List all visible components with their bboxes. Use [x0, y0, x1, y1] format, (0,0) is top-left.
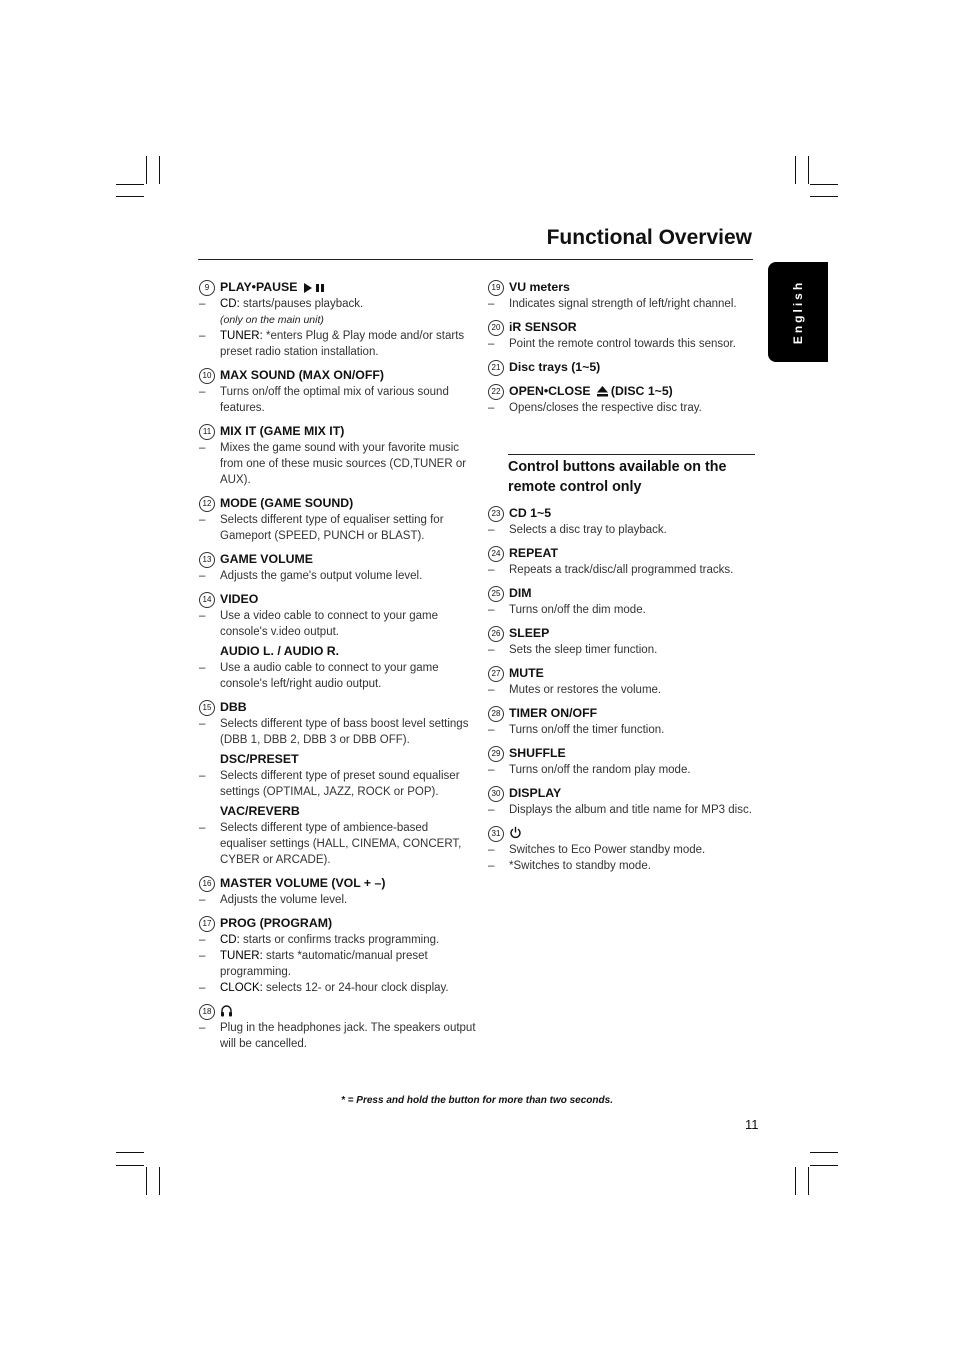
- control-name: [198, 875, 478, 892]
- control-name: [487, 383, 757, 400]
- control-title: TIMER ON/OFF: [509, 706, 598, 720]
- item-number: 18: [199, 1004, 215, 1020]
- play-pause-icon: [303, 280, 325, 294]
- headphones-icon: [220, 1004, 233, 1018]
- description-keyword: CD:: [220, 298, 240, 310]
- bullet-dash: –: [488, 298, 495, 310]
- control-title: DBB: [220, 700, 247, 714]
- item-number: 25: [488, 586, 504, 602]
- item-note: (only on the main unit): [220, 314, 324, 326]
- crop-mark: [116, 1152, 144, 1153]
- control-name: [487, 825, 757, 842]
- item-description: [487, 722, 757, 738]
- description-text: Use a audio cable to connect to your game console's left/right audio output.: [220, 662, 439, 690]
- bullet-dash: –: [488, 764, 495, 776]
- bullet-dash: –: [199, 822, 206, 834]
- control-subtitle: DSC/PRESET: [220, 752, 299, 766]
- item-description: [198, 820, 478, 868]
- title-divider: [198, 259, 753, 260]
- control-item: [198, 1003, 478, 1052]
- control-item: [198, 551, 478, 584]
- control-title: SLEEP: [509, 626, 550, 640]
- item-description: [198, 1020, 478, 1052]
- unit-controls-list: [487, 279, 757, 416]
- item-number: 26: [488, 626, 504, 642]
- description-text: Point the remote control towards this sensor.: [509, 338, 736, 350]
- item-number: 13: [199, 552, 215, 568]
- item-number: 21: [488, 360, 504, 376]
- bullet-dash: –: [199, 662, 206, 674]
- description-keyword: CLOCK:: [220, 982, 263, 994]
- control-title: PROG (PROGRAM): [220, 916, 333, 930]
- description-keyword: CD:: [220, 934, 240, 946]
- bullet-dash: –: [199, 442, 206, 454]
- item-number: 14: [199, 592, 215, 608]
- bullet-dash: –: [488, 804, 495, 816]
- item-description: [198, 440, 478, 488]
- control-name: [487, 319, 757, 336]
- control-name: [198, 699, 478, 716]
- crop-mark: [116, 1165, 144, 1166]
- crop-mark: [116, 196, 144, 197]
- control-name: [487, 705, 757, 722]
- control-item: [487, 625, 757, 658]
- control-name: [198, 1003, 478, 1020]
- control-title: MASTER VOLUME (VOL + –): [220, 876, 386, 890]
- language-tab: [768, 262, 828, 362]
- control-name: [487, 625, 757, 642]
- control-title-suffix: (DISC 1~5): [607, 384, 673, 398]
- control-name: [198, 495, 478, 512]
- description-text: Turns on/off the optimal mix of various sound features.: [220, 386, 449, 414]
- bullet-dash: –: [488, 564, 495, 576]
- item-description: [487, 682, 757, 698]
- left-column: [198, 279, 478, 1059]
- item-description: [487, 602, 757, 618]
- item-description: [198, 932, 478, 948]
- description-text: Sets the sleep timer function.: [509, 644, 658, 656]
- item-description: [198, 716, 478, 748]
- item-description: [198, 660, 478, 692]
- control-item: [487, 745, 757, 778]
- bullet-dash: –: [199, 718, 206, 730]
- item-description: [198, 768, 478, 800]
- control-item: [198, 367, 478, 416]
- control-title: MODE (GAME SOUND): [220, 496, 354, 510]
- page-number: 11: [745, 1117, 759, 1132]
- description-text: Adjusts the volume level.: [220, 894, 348, 906]
- bullet-dash: –: [488, 844, 495, 856]
- control-name: [487, 279, 757, 296]
- item-description: [198, 384, 478, 416]
- bullet-dash: –: [199, 298, 206, 310]
- crop-mark: [795, 1167, 796, 1195]
- control-subtitle: VAC/REVERB: [220, 804, 300, 818]
- control-title: DIM: [509, 586, 532, 600]
- item-description: [487, 296, 757, 312]
- control-item: [487, 665, 757, 698]
- item-description: [198, 296, 478, 312]
- control-name: [487, 665, 757, 682]
- remote-controls-list: [487, 505, 757, 874]
- item-number: 28: [488, 706, 504, 722]
- control-name: [198, 423, 478, 440]
- control-item: [487, 505, 757, 538]
- control-item: [487, 359, 757, 376]
- control-item: [198, 699, 478, 868]
- control-title: MIX IT (GAME MIX IT): [220, 424, 345, 438]
- control-title: PLAY•PAUSE: [220, 280, 298, 294]
- crop-mark: [159, 1167, 160, 1195]
- description-text: Plug in the headphones jack. The speakers output will be cancelled.: [220, 1022, 476, 1050]
- control-item: [487, 585, 757, 618]
- bullet-dash: –: [199, 894, 206, 906]
- control-title: CD 1~5: [509, 506, 552, 520]
- description-text: Turns on/off the random play mode.: [509, 764, 691, 776]
- item-number: 22: [488, 384, 504, 400]
- control-name: [487, 745, 757, 762]
- control-item: [487, 383, 757, 416]
- control-name: [487, 585, 757, 602]
- control-name: [198, 591, 478, 608]
- item-number: 24: [488, 546, 504, 562]
- description-text: Repeats a track/disc/all programmed tracks.: [509, 564, 734, 576]
- bullet-dash: –: [199, 770, 206, 782]
- item-description: [198, 980, 478, 996]
- crop-mark: [116, 184, 144, 185]
- description-text: starts/pauses playback.: [239, 298, 364, 310]
- description-text: Opens/closes the respective disc tray.: [509, 402, 702, 414]
- bullet-dash: –: [488, 338, 495, 350]
- item-number: 9: [199, 280, 215, 296]
- right-column: [487, 279, 757, 881]
- control-item: [198, 423, 478, 488]
- crop-mark: [159, 156, 160, 184]
- item-description: [487, 336, 757, 352]
- control-title: SHUFFLE: [509, 746, 566, 760]
- item-number: 29: [488, 746, 504, 762]
- description-text: *Switches to standby mode.: [509, 860, 651, 872]
- bullet-dash: –: [488, 724, 495, 736]
- control-name: [487, 785, 757, 802]
- control-title: MUTE: [509, 666, 544, 680]
- description-text: Mutes or restores the volume.: [509, 684, 662, 696]
- bullet-dash: –: [488, 860, 495, 872]
- control-title: REPEAT: [509, 546, 558, 560]
- item-description: [487, 842, 757, 858]
- remote-section-title: Control buttons available on the remote control only: [508, 454, 755, 497]
- description-text: Displays the album and title name for MP3 disc.: [509, 804, 752, 816]
- item-number: 19: [488, 280, 504, 296]
- description-text: Indicates signal strength of left/right channel.: [509, 298, 737, 310]
- bullet-dash: –: [199, 1022, 206, 1034]
- power-icon: [509, 826, 522, 840]
- description-text: Adjusts the game's output volume level.: [220, 570, 423, 582]
- item-number: 16: [199, 876, 215, 892]
- control-name: [487, 505, 757, 522]
- item-number: 30: [488, 786, 504, 802]
- item-number: 12: [199, 496, 215, 512]
- crop-mark: [146, 156, 147, 184]
- item-description: [198, 568, 478, 584]
- bullet-dash: –: [488, 402, 495, 414]
- item-number: 15: [199, 700, 215, 716]
- bullet-dash: –: [199, 330, 206, 342]
- item-description: [198, 892, 478, 908]
- description-text: Selects different type of preset sound equaliser settings (OPTIMAL, JAZZ, ROCK or POP).: [220, 770, 460, 798]
- description-text: Mixes the game sound with your favorite music from one of these music sources (CD,TUNER or AUX).: [220, 442, 467, 486]
- item-description: [487, 762, 757, 778]
- item-number: 23: [488, 506, 504, 522]
- item-description: [487, 522, 757, 538]
- description-text: *enters Plug & Play mode and/or starts preset radio station installation.: [220, 330, 465, 358]
- bullet-dash: –: [488, 644, 495, 656]
- control-title: GAME VOLUME: [220, 552, 313, 566]
- item-number: 20: [488, 320, 504, 336]
- description-text: Turns on/off the timer function.: [509, 724, 665, 736]
- item-number: 17: [199, 916, 215, 932]
- item-description: [487, 802, 757, 818]
- bullet-dash: –: [488, 684, 495, 696]
- description-text: starts or confirms tracks programming.: [239, 934, 440, 946]
- description-text: Selects different type of ambience-based equaliser settings (HALL, CINEMA, CONCERT, CYBER or ARCADE).: [220, 822, 462, 866]
- eject-icon: [597, 384, 608, 398]
- control-title: VIDEO: [220, 592, 259, 606]
- item-description: [198, 512, 478, 544]
- crop-mark: [810, 1152, 838, 1153]
- description-text: Switches to Eco Power standby mode.: [509, 844, 706, 856]
- description-text: Selects a disc tray to playback.: [509, 524, 667, 536]
- crop-mark: [146, 1167, 147, 1195]
- control-item: [198, 591, 478, 692]
- bullet-dash: –: [199, 934, 206, 946]
- control-title: VU meters: [509, 280, 570, 294]
- bullet-dash: –: [199, 950, 206, 962]
- bullet-dash: –: [199, 982, 206, 994]
- language-tab-label: English: [791, 279, 805, 345]
- bullet-dash: –: [199, 570, 206, 582]
- control-item: [487, 705, 757, 738]
- crop-mark: [810, 196, 838, 197]
- crop-mark: [810, 184, 838, 185]
- control-name: [198, 367, 478, 384]
- crop-mark: [810, 1165, 838, 1166]
- control-title: Disc trays (1~5): [509, 360, 601, 374]
- bullet-dash: –: [199, 610, 206, 622]
- control-name: [487, 359, 757, 376]
- item-number: 10: [199, 368, 215, 384]
- item-description: [487, 400, 757, 416]
- item-description: [487, 562, 757, 578]
- footnote: * = Press and hold the button for more than two seconds.: [341, 1095, 613, 1106]
- description-text: starts *automatic/manual preset programming.: [220, 950, 428, 978]
- description-text: Turns on/off the dim mode.: [509, 604, 646, 616]
- description-text: selects 12- or 24-hour clock display.: [262, 982, 449, 994]
- control-item: [198, 915, 478, 996]
- control-title: iR SENSOR: [509, 320, 577, 334]
- item-number: 11: [199, 424, 215, 440]
- description-keyword: TUNER:: [220, 950, 263, 962]
- description-text: Use a video cable to connect to your game console's v.ideo output.: [220, 610, 438, 638]
- description-text: Selects different type of equaliser setting for Gameport (SPEED, PUNCH or BLAST).: [220, 514, 444, 542]
- item-description: [198, 328, 478, 360]
- control-title: OPEN•CLOSE: [509, 384, 591, 398]
- control-subtitle: AUDIO L. / AUDIO R.: [220, 644, 340, 658]
- control-item: [487, 545, 757, 578]
- item-description: [198, 608, 478, 640]
- control-item: [487, 825, 757, 874]
- control-item: [487, 279, 757, 312]
- bullet-dash: –: [199, 386, 206, 398]
- page-title: Functional Overview: [546, 226, 752, 249]
- item-description: [487, 642, 757, 658]
- control-item: [198, 495, 478, 544]
- item-description: [487, 858, 757, 874]
- control-item: [487, 319, 757, 352]
- bullet-dash: –: [199, 514, 206, 526]
- description-text: Selects different type of bass boost level settings (DBB 1, DBB 2, DBB 3 or DBB OFF).: [220, 718, 469, 746]
- control-name: [198, 551, 478, 568]
- item-number: 27: [488, 666, 504, 682]
- control-item: [487, 785, 757, 818]
- control-name: [487, 545, 757, 562]
- control-name: [198, 279, 478, 296]
- control-title: DISPLAY: [509, 786, 562, 800]
- control-item: [198, 279, 478, 360]
- crop-mark: [795, 156, 796, 184]
- control-title: MAX SOUND (MAX ON/OFF): [220, 368, 384, 382]
- description-keyword: TUNER:: [220, 330, 263, 342]
- item-number: 31: [488, 826, 504, 842]
- crop-mark: [808, 156, 809, 184]
- bullet-dash: –: [488, 604, 495, 616]
- crop-mark: [808, 1167, 809, 1195]
- control-name: [198, 915, 478, 932]
- control-item: [198, 875, 478, 908]
- item-description: [198, 948, 478, 980]
- bullet-dash: –: [488, 524, 495, 536]
